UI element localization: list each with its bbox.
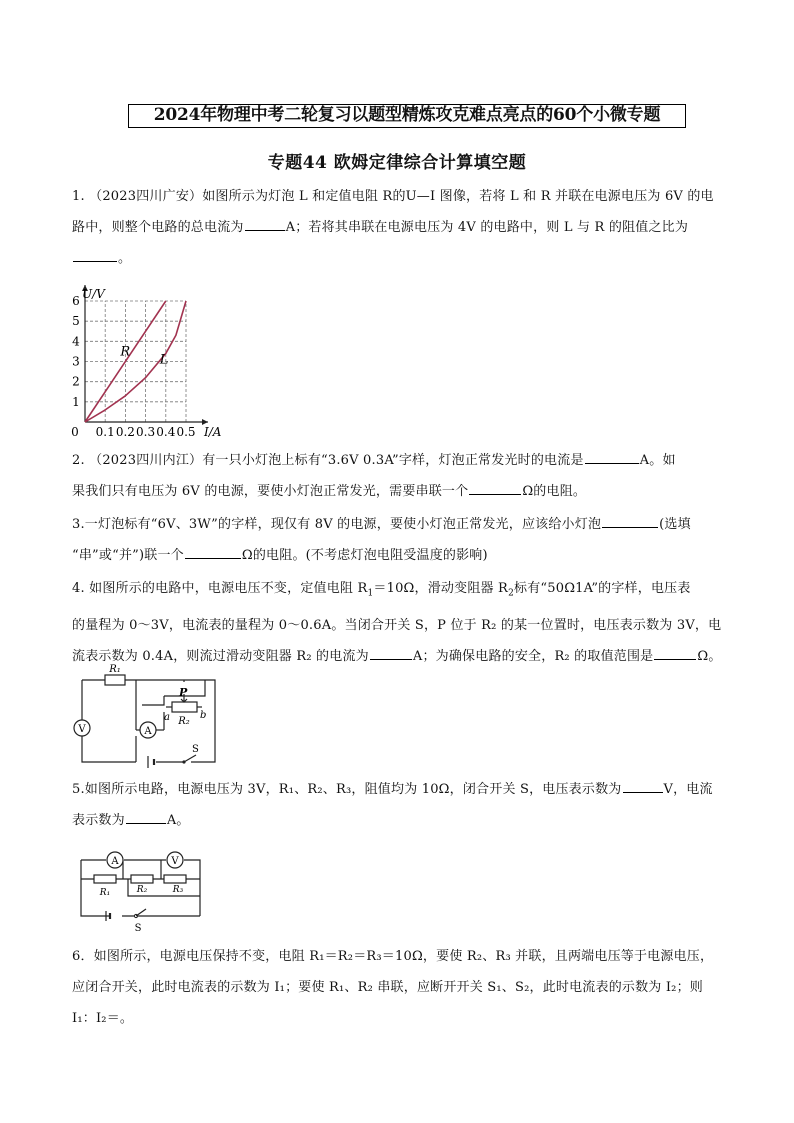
q5-line-2: 表示数为 A。: [72, 805, 722, 836]
question-4: [72, 573, 722, 672]
chart-axes: [82, 285, 208, 425]
y-tick-label: 3: [72, 354, 80, 369]
series-label-l: L: [159, 352, 169, 368]
q5-line-1: 5.如图所示电路，电源电压为 3V，R₁、R₂、R₃，阻值均为 10Ω，闭合开关 S，电压表示数为 V，电流: [72, 774, 722, 805]
switch-label: S: [134, 923, 142, 934]
q6-line-2: 应闭合开关，此时电流表的示数为 I₁；要使 R₁、R₂ 串联，应断开开关 S₁、S₂，此时电流表的示数为 I₂；则: [72, 980, 703, 995]
answer-blank[interactable]: [73, 247, 117, 262]
r2-label: R₂: [136, 885, 148, 895]
origin-label: 0: [71, 425, 79, 439]
r3-label: R₃: [172, 885, 184, 895]
x-tick-label: 0.1: [95, 425, 115, 439]
resistor-r1: [105, 675, 125, 685]
q5-circuit-diagram: [76, 848, 211, 934]
resistor-r1: [94, 875, 116, 883]
answer-blank[interactable]: [654, 645, 696, 660]
voltmeter-label: V: [78, 724, 86, 735]
a-label: a: [164, 712, 170, 723]
answer-blank[interactable]: [245, 216, 285, 231]
q4-line-3: 流表示数为 0.4A，则流过滑动变阻器 R₂ 的电流为 A；为确保电路的安全，R₂ 的取值范围是 Ω。: [72, 641, 722, 672]
ui-graph: [60, 275, 270, 445]
topic-title: 专题44 欧姆定律综合计算填空题: [267, 153, 527, 173]
answer-blank[interactable]: [126, 809, 166, 824]
y-tick-label: 6: [72, 294, 80, 308]
r1-label: R₁: [99, 888, 111, 898]
x-tick-label: 0.2: [115, 425, 135, 439]
y-tick-label: 4: [72, 334, 80, 349]
ammeter-label: A: [111, 856, 119, 867]
resistor-r2: [131, 875, 153, 883]
q6-line-1: 6．如图所示，电源电压保持不变，电阻 R₁＝R₂＝R₃＝10Ω，要使 R₂、R₃ 并联，且两端电压等于电源电压，: [72, 949, 714, 964]
q6-line-3: I₁：I₂＝。: [72, 1011, 134, 1026]
q2-line-2: 果我们只有电压为 6V 的电源，要使小灯泡正常发光，需要串联一个 Ω的电阻。: [72, 476, 722, 507]
q4-line-2: 的量程为 0～3V，电流表的量程为 0～0.6A。当闭合开关 S，P 位于 R₂ 的某一位置时，电压表示数为 3V，电: [72, 617, 722, 633]
x-tick-label: 0.3: [136, 425, 156, 439]
question-6: [72, 941, 722, 1034]
question-2: [72, 445, 722, 507]
answer-blank[interactable]: [602, 513, 658, 528]
q1-line-1: 1. （2023四川广安）如图所示为灯泡 L 和定值电阻 R的U—I 图像，若将 L 和 R 并联在电源电压为 6V 的电: [72, 189, 714, 204]
r2-label: R₂: [178, 716, 190, 727]
x-tick-label: 0.4: [156, 425, 176, 439]
question-5: [72, 774, 722, 836]
voltmeter-label: V: [171, 856, 179, 867]
q3-line-1: 3.一灯泡标有“6V、3W”的字样，现仅有 8V 的电源，要使小灯泡正常发光，应该给小灯泡 (选填: [72, 509, 722, 540]
x-tick-label: 0.5: [176, 425, 196, 439]
chart-grid: [85, 301, 186, 422]
answer-blank[interactable]: [585, 449, 639, 464]
switch-label: S: [192, 744, 199, 755]
y-tick-label: 2: [72, 374, 80, 389]
answer-blank[interactable]: [370, 645, 412, 660]
p-label: P: [179, 686, 188, 699]
answer-blank[interactable]: [185, 544, 241, 559]
answer-blank[interactable]: [469, 480, 521, 495]
y-tick-label: 1: [72, 394, 80, 409]
q1-line-2: 路中，则整个电路的总电流为 A；若将其串联在电源电压为 4V 的电路中，则 L 与 R 的阻值之比为: [72, 212, 722, 243]
answer-blank[interactable]: [623, 778, 663, 793]
q4-line-1: 4. 如图所示的电路中，电源电压不变，定值电阻 $R_1=10\Omega$，滑动变阻器 $R_2$标有“50Ω1A”的字样，电压表: [72, 581, 691, 599]
switch: [136, 909, 146, 916]
q2-line-1: 2. （2023四川内江）有一只小灯泡上标有“3.6V 0.3A”字样，灯泡正常发光时的电流是 A。如: [72, 445, 722, 476]
r1-label: R₁: [109, 664, 121, 675]
ammeter-label: A: [144, 726, 152, 737]
q4-circuit-diagram: [70, 664, 230, 772]
series-title: 2024年物理中考二轮复习以题型精炼攻克难点亮点的60个小微专题: [128, 104, 686, 128]
question-3: [72, 509, 722, 571]
y-tick-label: 5: [72, 314, 80, 329]
series-label-r: R: [120, 344, 131, 360]
q1-line-3: 。: [72, 243, 722, 274]
resistor-r2: [172, 702, 197, 712]
question-1: [72, 181, 722, 274]
resistor-r3: [164, 875, 186, 883]
b-label: b: [200, 710, 207, 721]
y-axis-label: U/V: [82, 287, 105, 301]
switch: [184, 755, 196, 762]
x-axis-label: I/A: [204, 425, 222, 439]
q3-line-2: “串”或“并”)联一个 Ω的电阻。(不考虑灯泡电阻受温度的影响): [72, 540, 722, 571]
